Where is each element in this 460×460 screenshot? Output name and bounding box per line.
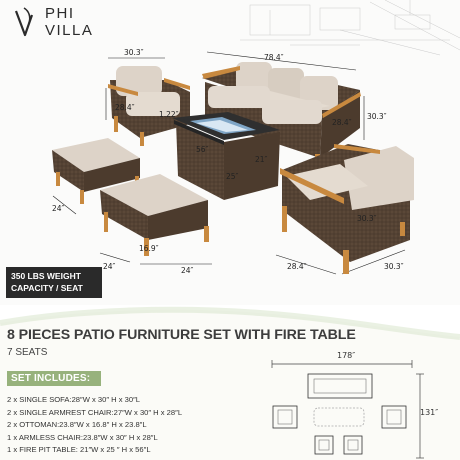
list-item: 2 x SINGLE ARMREST CHAIR:27″W x 30″ H x 28″L	[7, 407, 183, 417]
layout-fire-table	[314, 408, 364, 426]
layout-diagram	[268, 352, 452, 460]
list-item: 1 x FIRE PIT TABLE: 21″W x 25 ″ H x 56″L	[7, 445, 151, 455]
layout-ottoman-left	[315, 436, 333, 454]
weight-capacity-badge	[6, 267, 102, 298]
seat-count: 7 SEATS	[7, 347, 48, 358]
layout-width-label: 178″	[337, 351, 356, 360]
layout-height-label: 131″	[420, 408, 439, 417]
brand-name-line1: PHI	[45, 5, 75, 22]
dim-armless-width: 28.4″	[287, 262, 307, 271]
dim-ottoman-small-depth: 24″	[52, 204, 65, 213]
layout-chair-right	[382, 406, 406, 428]
dim-table-length: 56″	[196, 145, 209, 154]
dim-armchair-arm: 1.22″	[159, 110, 179, 119]
list-item: 2 x OTTOMAN:23.8″W x 16.8″ H x 23.8″L	[7, 420, 147, 430]
brand-name-line2: VILLA	[45, 22, 94, 39]
dim-ottoman-large-width: 24″	[181, 266, 194, 275]
layout-sofa	[308, 374, 372, 398]
dim-armless-depth: 30.3″	[384, 262, 404, 271]
product-info-panel	[0, 305, 460, 460]
dim-armchair-depth: 28.4″	[115, 103, 135, 112]
set-includes-badge: SET INCLUDES:	[7, 371, 101, 386]
included-items-list	[7, 394, 182, 457]
product-title: 8 PIECES PATIO FURNITURE SET WITH FIRE TABLE	[7, 327, 356, 343]
dim-armless-height: 30.3″	[357, 214, 377, 223]
dim-ottoman-height: 16.9″	[139, 244, 159, 253]
list-item: 2 x SINGLE SOFA:28″W x 30″ H x 30″L	[7, 395, 140, 404]
weight-badge-line1: 350 LBS WEIGHT	[11, 271, 81, 281]
layout-ottoman-right	[344, 436, 362, 454]
dim-table-width: 21″	[255, 155, 268, 164]
dim-ottoman-large-depth: 24″	[103, 262, 116, 271]
dim-armchair-width: 30.3″	[124, 48, 144, 57]
dim-sofa-width: 78.4″	[264, 53, 284, 62]
dim-sofa-depth: 28.4″	[332, 118, 352, 127]
list-item: 1 x ARMLESS CHAIR:23.8″W x 30″ H x 28″L	[7, 432, 158, 442]
weight-badge-line2: CAPACITY / SEAT	[11, 283, 83, 293]
dim-sofa-height: 30.3″	[367, 112, 387, 121]
dim-table-height: 25″	[226, 172, 239, 181]
layout-chair-left	[273, 406, 297, 428]
